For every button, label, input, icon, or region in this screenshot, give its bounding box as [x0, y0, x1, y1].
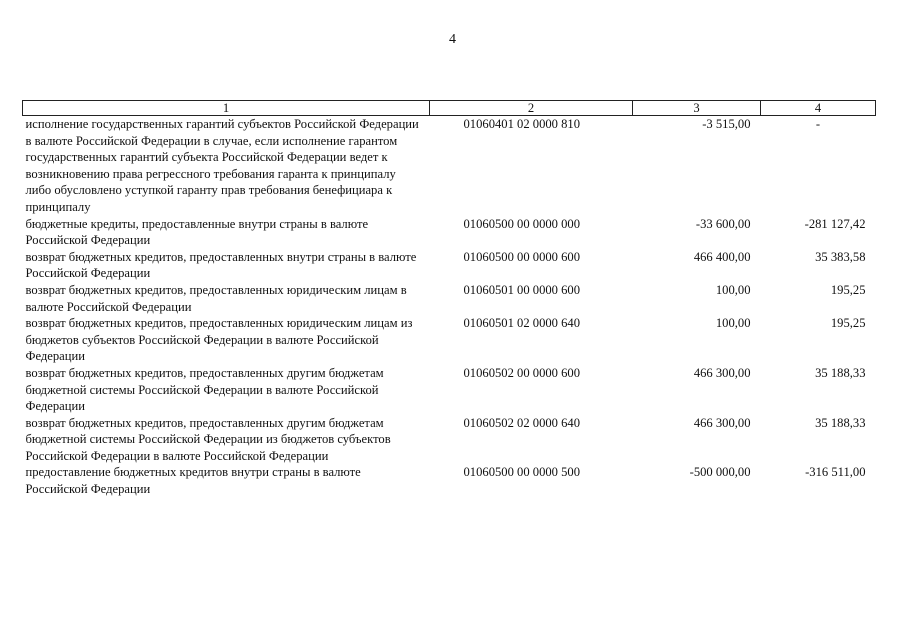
row-value-col3: 466 400,00	[693, 249, 751, 264]
table-row	[23, 415, 876, 465]
row-description: возврат бюджетных кредитов, предоставленных внутри страны в валюте Российской Федерации	[25, 249, 417, 281]
row-value-col4: -281 127,42	[804, 216, 866, 231]
row-description: возврат бюджетных кредитов, предоставленных другим бюджетам бюджетной системы Российской Федерации из бюджетов субъектов Российской Федерации в валюте Российской Федерации	[25, 415, 391, 463]
row-value-col3: 466 300,00	[693, 415, 751, 430]
row-description: возврат бюджетных кредитов, предоставленных юридическим лицам из бюджетов субъектов Российской Федерации в валюте Российской Федерации	[25, 316, 413, 364]
row-value-col3: 100,00	[715, 316, 751, 331]
page-number: 4	[449, 32, 456, 47]
row-value-col4: 35 383,58	[815, 249, 866, 264]
table-row	[23, 249, 876, 282]
column-header-2: 2	[430, 101, 633, 116]
row-budget-code: 01060501 02 0000 640	[463, 316, 580, 331]
header-row	[23, 101, 876, 116]
table-row	[23, 116, 876, 216]
row-value-col4: 195,25	[830, 282, 866, 297]
row-value-col4: -	[815, 117, 821, 131]
row-value-col4: 35 188,33	[815, 415, 866, 430]
row-budget-code: 01060500 00 0000 000	[463, 216, 580, 231]
table-row	[23, 315, 876, 365]
table-row	[23, 365, 876, 415]
row-budget-code: 01060401 02 0000 810	[463, 117, 580, 131]
column-header-4: 4	[761, 101, 876, 116]
table-row	[23, 282, 876, 315]
row-budget-code: 01060502 00 0000 600	[463, 365, 580, 380]
row-budget-code: 01060502 02 0000 640	[463, 415, 580, 430]
row-description: предоставление бюджетных кредитов внутри страны в валюте Российской Федерации	[25, 465, 361, 497]
table-row	[23, 464, 876, 497]
row-value-col4: 35 188,33	[815, 365, 866, 380]
column-header-3: 3	[633, 101, 761, 116]
row-value-col3: 466 300,00	[693, 365, 751, 380]
row-value-col4: 195,25	[830, 316, 866, 331]
row-value-col3: -33 600,00	[695, 216, 751, 231]
row-value-col3: -500 000,00	[689, 465, 751, 480]
table-header	[23, 101, 876, 116]
row-budget-code: 01060500 00 0000 600	[463, 249, 580, 264]
row-value-col3: -3 515,00	[702, 117, 751, 131]
column-header-1: 1	[23, 101, 430, 116]
row-description: бюджетные кредиты, предоставленные внутри страны в валюте Российской Федерации	[25, 216, 369, 248]
row-description: возврат бюджетных кредитов, предоставленных юридическим лицам в валюте Российской Федерации	[25, 282, 407, 314]
row-description: исполнение государственных гарантий субъектов Российской Федерации в валюте Российской Федерации в случае, если исполнение гарантом государственных гарантий субъекта Российской Федерации ведет к возникновению права регрессного требования гаранта к принципалу либо обусловлено уступкой гаранту прав требования бенефициара к принципалу	[25, 117, 419, 214]
row-value-col4: -316 511,00	[805, 465, 866, 480]
row-budget-code: 01060501 00 0000 600	[463, 282, 580, 297]
row-value-col3: 100,00	[715, 282, 751, 297]
row-description: возврат бюджетных кредитов, предоставленных другим бюджетам бюджетной системы Российской Федерации в валюте Российской Федерации	[25, 365, 384, 414]
table-row	[23, 216, 876, 249]
row-budget-code: 01060500 00 0000 500	[463, 465, 580, 480]
table-body	[23, 116, 876, 498]
budget-sources-table	[22, 100, 876, 498]
